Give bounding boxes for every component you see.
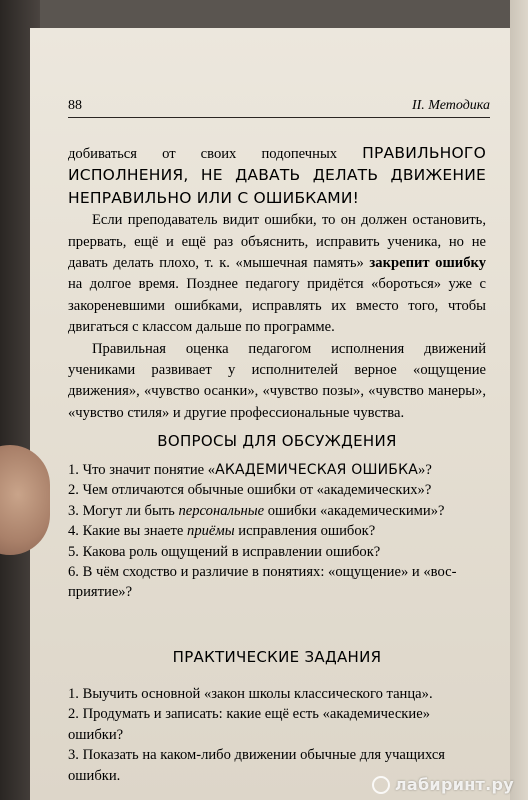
q3-b: ошибки «академическими»? xyxy=(264,502,445,519)
questions-list xyxy=(68,460,486,603)
p1-text-a: Если преподаватель видит ошибки, то он должен остановить, прервать, ещё и ещё раз объяснить, исправить ученика, но не давать делать плохо, т. к. «мышечная память» xyxy=(68,212,486,272)
labyrinth-logo-icon xyxy=(372,776,390,794)
q1-a: 1. Что значит понятие « xyxy=(68,462,216,478)
section-title: II. Методика xyxy=(411,98,490,113)
intro-paragraph xyxy=(68,143,486,210)
p1-bold: закрепит ошибку xyxy=(369,255,487,272)
p1-text-b: на долгое время. Позднее педагогу придётся «бороться» уже с закореневшими ошибками, исправлять их вместо того, чтобы двигаться с классом дальше по программе. xyxy=(68,276,486,336)
question-2: 2. Чем отличаются обычные ошибки от «академических»? xyxy=(68,482,432,499)
task-1: 1. Выучить основной «закон школы классического танца». xyxy=(68,686,433,702)
running-head xyxy=(68,90,490,114)
question-6: 6. В чём сходство и различие в понятиях: «ощущение» и «восприятие»? xyxy=(68,564,457,601)
q3-a: 3. Могут ли быть xyxy=(68,502,179,519)
body-text xyxy=(68,143,486,424)
question-3 xyxy=(68,501,486,521)
questions-heading: ВОПРОСЫ ДЛЯ ОБСУЖДЕНИЯ xyxy=(157,432,397,450)
task-2: 2. Продумать и записать: какие ещё есть «академические» ошибки? xyxy=(68,706,430,743)
q4-b: исправления ошибок? xyxy=(234,523,376,540)
intro-caps: ПРАВИЛЬНОГО ИСПОЛНЕНИЯ, НЕ ДАВАТЬ ДЕЛАТЬ ДВИЖЕНИЕ НЕПРАВИЛЬНО ИЛИ С ОШИБКАМИ! xyxy=(68,144,486,207)
watermark-text: лабиринт.ру xyxy=(394,775,514,794)
q1-b: »? xyxy=(418,462,432,478)
q4-ital: приёмы xyxy=(187,523,235,540)
watermark xyxy=(372,775,514,794)
q3-ital: персональные xyxy=(178,502,265,519)
q1-caps: АКАДЕМИЧЕСКАЯ ОШИБКА xyxy=(215,462,419,478)
tasks-list xyxy=(68,684,486,786)
paragraph-2: Правильная оценка педагогом исполнения движений учениками развивает у исполнителей верное «ощущение движения», «чувство осанки», «чувство позы», «чувство манеры», «чувство стиля» и другие профессиональные чувства. xyxy=(68,340,486,421)
question-1 xyxy=(68,460,486,480)
tasks-heading: ПРАКТИЧЕСКИЕ ЗАДАНИЯ xyxy=(172,648,382,666)
q4-a: 4. Какие вы знаете xyxy=(68,523,188,540)
page-number: 88 xyxy=(68,98,82,113)
intro-start: добиваться от своих подопечных xyxy=(68,146,363,162)
paragraph-1 xyxy=(68,210,486,338)
next-page-edge xyxy=(510,0,528,800)
header-rule xyxy=(68,117,490,118)
question-5: 5. Какова роль ощущений в исправлении ошибок? xyxy=(68,543,381,560)
task-3: 3. Показать на каком-либо движении обычные для учащихся ошибки. xyxy=(68,747,446,784)
question-4 xyxy=(68,521,486,541)
